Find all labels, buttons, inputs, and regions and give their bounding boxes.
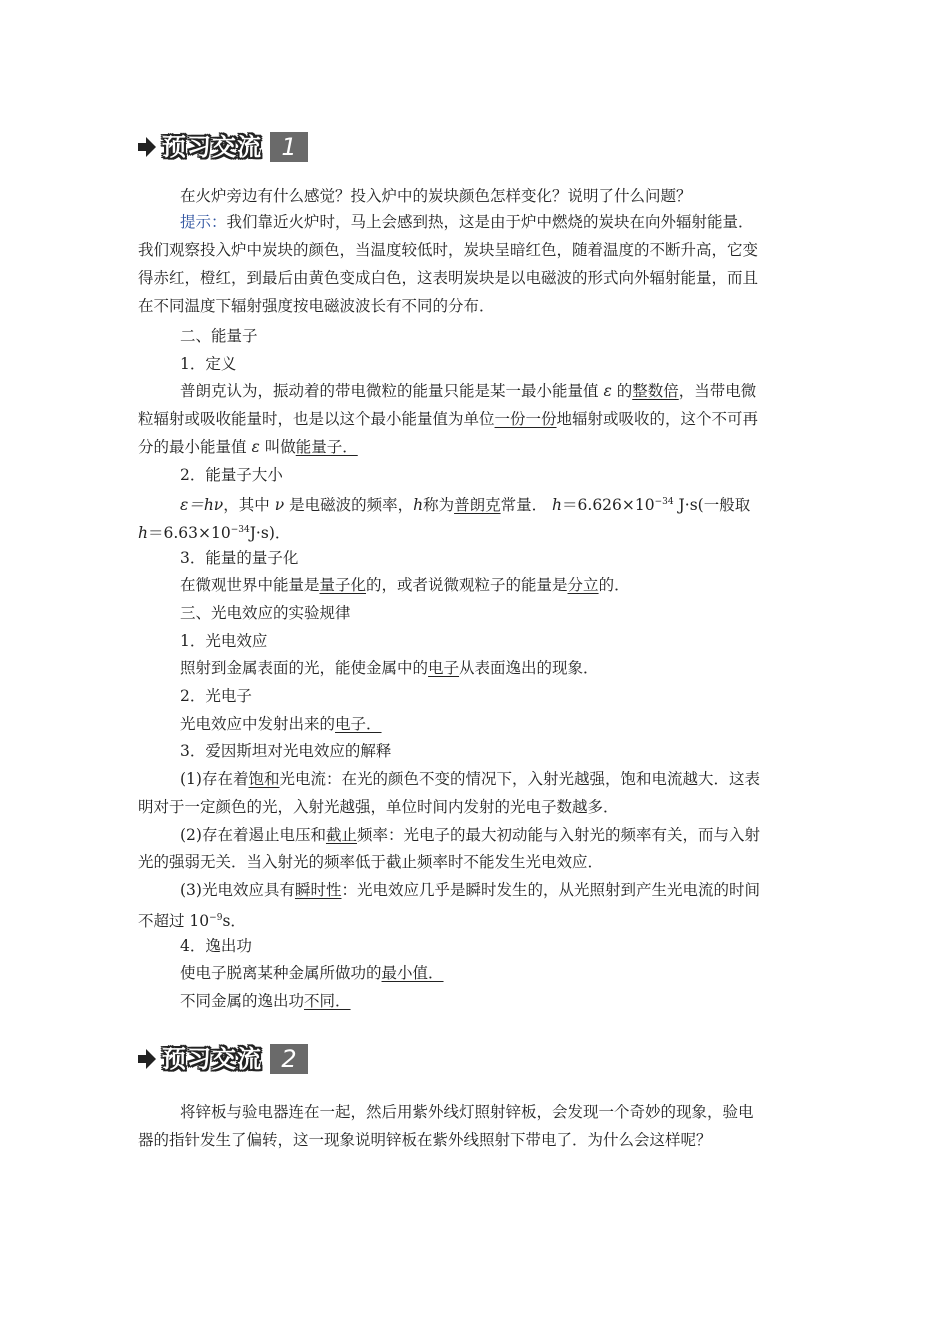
blank-answer: 量子化 [319, 576, 367, 594]
subheading: 1．定义 [180, 355, 237, 373]
blank-answer: 瞬时性 [294, 881, 342, 899]
banner-number: 2 [270, 1044, 308, 1074]
paragraph-line: (1)存在着饱和光电流：在光的颜色不变的情况下，入射光越强，饱和电流越大．这表 [180, 770, 760, 788]
banner-title: 预习交流 [162, 1045, 262, 1073]
subheading: 1．光电效应 [180, 632, 268, 650]
paragraph-line: 不同金属的逸出功不同． [180, 992, 351, 1010]
paragraph-line: 分的最小能量值 ε 叫做能量子． [138, 438, 358, 456]
blank-answer: 电子． [335, 715, 382, 733]
hint-line: 提示：我们靠近火炉时，马上会感到热，这是由于炉中燃烧的炭块在向外辐射能量． [180, 213, 754, 231]
blank-answer: 饱和 [248, 770, 280, 788]
subheading: 3．能量的量子化 [180, 549, 299, 567]
paragraph-line: 粒辐射或吸收能量时，也是以这个最小能量值为单位一份一份地辐射或吸收的，这个不可再 [138, 410, 759, 428]
banner-title: 预习交流 [162, 133, 262, 161]
paragraph-line: ε＝hν，其中 ν 是电磁波的频率，h称为普朗克常量． $h=6.626\times 10^{-34}$ J·s(一般取 [180, 496, 751, 514]
blank-answer: 分立 [567, 576, 599, 594]
blank-answer: 能量子． [295, 438, 358, 456]
paragraph-line: (2)存在着遏止电压和截止频率：光电子的最大初动能与入射光的频率有关，而与入射 [180, 826, 760, 844]
blank-answer: 截止 [325, 826, 357, 844]
blank-answer: 普朗克 [454, 496, 501, 514]
hint-line: 我们观察投入炉中炭块的颜色，当温度较低时，炭块呈暗红色，随着温度的不断升高，它变 [138, 241, 759, 259]
hint-line: 得赤红，橙红，到最后由黄色变成白色，这表明炭块是以电磁波的形式向外辐射能量，而且 [138, 269, 759, 287]
paragraph-line: 在微观世界中能量是量子化的，或者说微观粒子的能量是分立的． [180, 576, 630, 594]
blank-answer: 电子 [428, 659, 460, 677]
paragraph-line: 普朗克认为，振动着的带电微粒的能量只能是某一最小能量值 ε 的整数倍，当带电微 [180, 382, 757, 400]
question-text: 在火炉旁边有什么感觉？投入炉中的炭块颜色怎样变化？说明了什么问题？ [180, 187, 692, 205]
paragraph-line: (3)光电效应具有瞬时性：光电效应几乎是瞬时发生的，从光照射到产生光电流的时间 [180, 881, 760, 899]
paragraph-line: 不超过 $10^{-9}s$． [138, 912, 246, 930]
subheading: 2．光电子 [180, 687, 252, 705]
hint-line: 在不同温度下辐射强度按电磁波波长有不同的分布． [138, 297, 495, 315]
banner-preview-1 [138, 130, 308, 164]
subheading: 4．逸出功 [180, 937, 252, 955]
banner-preview-2 [138, 1042, 308, 1076]
paragraph-line: $h=6.63\times 10^{-34}J\cdot s$)． [138, 524, 291, 542]
subheading: 3．爱因斯坦对光电效应的解释 [180, 742, 392, 760]
arrow-right-icon [138, 136, 156, 158]
paragraph-line: 照射到金属表面的光，能使金属中的电子从表面逸出的现象． [180, 659, 599, 677]
blank-answer: 整数倍 [632, 382, 679, 400]
paragraph-line: 使电子脱离某种金属所做功的最小值． [180, 964, 444, 982]
blank-answer: 最小值． [381, 964, 444, 982]
subheading: 2．能量子大小 [180, 466, 283, 484]
section-heading: 二、能量子 [180, 327, 258, 345]
paragraph-line: 器的指针发生了偏转，这一现象说明锌板在紫外线照射下带电了．为什么会这样呢？ [138, 1131, 712, 1149]
blank-answer: 一份一份 [494, 410, 557, 428]
arrow-right-icon [138, 1048, 156, 1070]
paragraph-line: 光的强弱无关．当入射光的频率低于截止频率时不能发生光电效应． [138, 853, 604, 871]
hint-label: 提示： [180, 213, 227, 231]
paragraph-line: 将锌板与验电器连在一起，然后用紫外线灯照射锌板，会发现一个奇妙的现象，验电 [180, 1103, 754, 1121]
paragraph-line: 光电效应中发射出来的电子． [180, 715, 382, 733]
section-heading: 三、光电效应的实验规律 [180, 604, 351, 622]
banner-number: 1 [270, 132, 308, 162]
paragraph-line: 明对于一定颜色的光，入射光越强，单位时间内发射的光电子数越多． [138, 798, 619, 816]
blank-answer: 不同． [304, 992, 351, 1010]
